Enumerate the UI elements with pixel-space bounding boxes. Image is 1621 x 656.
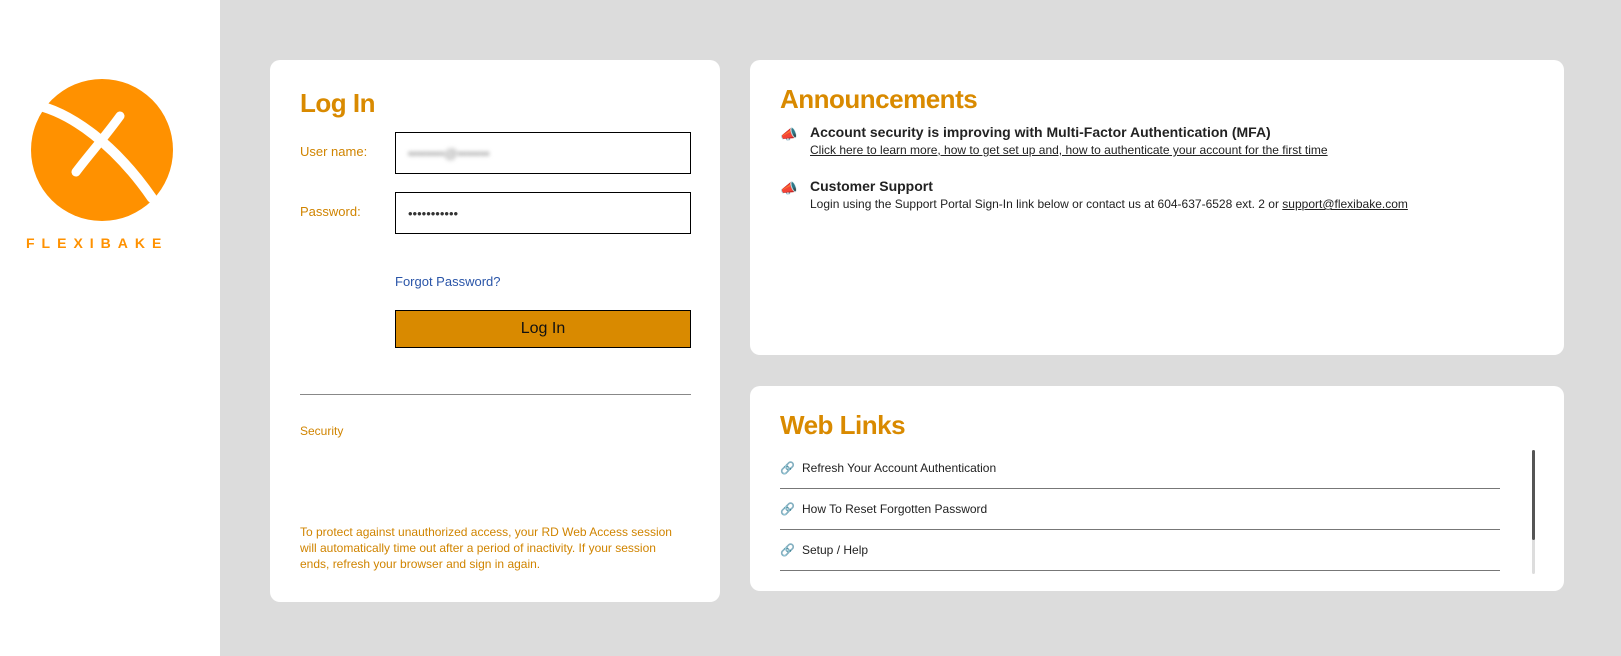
support-text: Login using the Support Portal Sign-In link below or contact us at 604-637-6528 ext. 2 or	[810, 197, 1283, 211]
logo-wordmark: FLEXIBAKE	[26, 235, 169, 251]
password-label: Password:	[300, 204, 361, 219]
link-icon: 🔗	[780, 543, 795, 557]
mfa-info-link[interactable]: Click here to learn more, how to get set up and, how to authenticate your account for the first time	[810, 143, 1328, 157]
security-title: Security	[300, 424, 344, 438]
announcement-heading: Customer Support	[810, 178, 933, 194]
announcement-item	[780, 124, 1328, 157]
scrollbar-thumb[interactable]	[1532, 450, 1535, 540]
security-notice: To protect against unauthorized access, your RD Web Access session will automatically time out after a period of inactivity. If your session ends, refresh your browser and sign in again.	[300, 525, 672, 571]
web-links-title: Web Links	[780, 410, 906, 440]
web-link-label: How To Reset Forgotten Password	[802, 502, 988, 516]
support-email-link[interactable]: support@flexibake.com	[1282, 197, 1408, 211]
web-links-scrollbar[interactable]	[1532, 450, 1535, 574]
megaphone-icon: 📣	[780, 180, 798, 196]
link-icon: 🔗	[780, 502, 795, 516]
web-link-label: Refresh Your Account Authentication	[802, 461, 997, 475]
sidebar	[0, 0, 220, 656]
megaphone-icon: 📣	[780, 126, 798, 142]
web-link-reset-password[interactable]	[780, 489, 1500, 530]
login-button[interactable]: Log In	[395, 310, 691, 348]
announcement-item	[780, 178, 1408, 211]
username-value: ••••••••@•••••••	[408, 145, 490, 161]
web-link-label: Setup / Help	[802, 543, 869, 557]
web-link-refresh-auth[interactable]	[780, 448, 1500, 489]
forgot-password-link[interactable]: Forgot Password?	[395, 274, 501, 289]
flexibake-logo	[24, 76, 186, 266]
announcement-heading: Account security is improving with Multi-Factor Authentication (MFA)	[810, 124, 1271, 140]
link-icon: 🔗	[780, 461, 795, 475]
username-label: User name:	[300, 144, 368, 159]
web-links-card	[750, 386, 1564, 591]
username-input[interactable]	[395, 132, 691, 174]
divider	[300, 394, 691, 395]
login-card	[270, 60, 720, 602]
web-link-setup-help[interactable]	[780, 530, 1500, 571]
announcements-card	[750, 60, 1564, 355]
logo-mark-icon	[24, 76, 186, 266]
login-title: Log In	[300, 88, 375, 118]
password-input[interactable]	[395, 192, 691, 234]
announcements-title: Announcements	[780, 84, 978, 114]
web-links-list	[780, 448, 1500, 571]
password-value: •••••••••••	[408, 205, 459, 221]
